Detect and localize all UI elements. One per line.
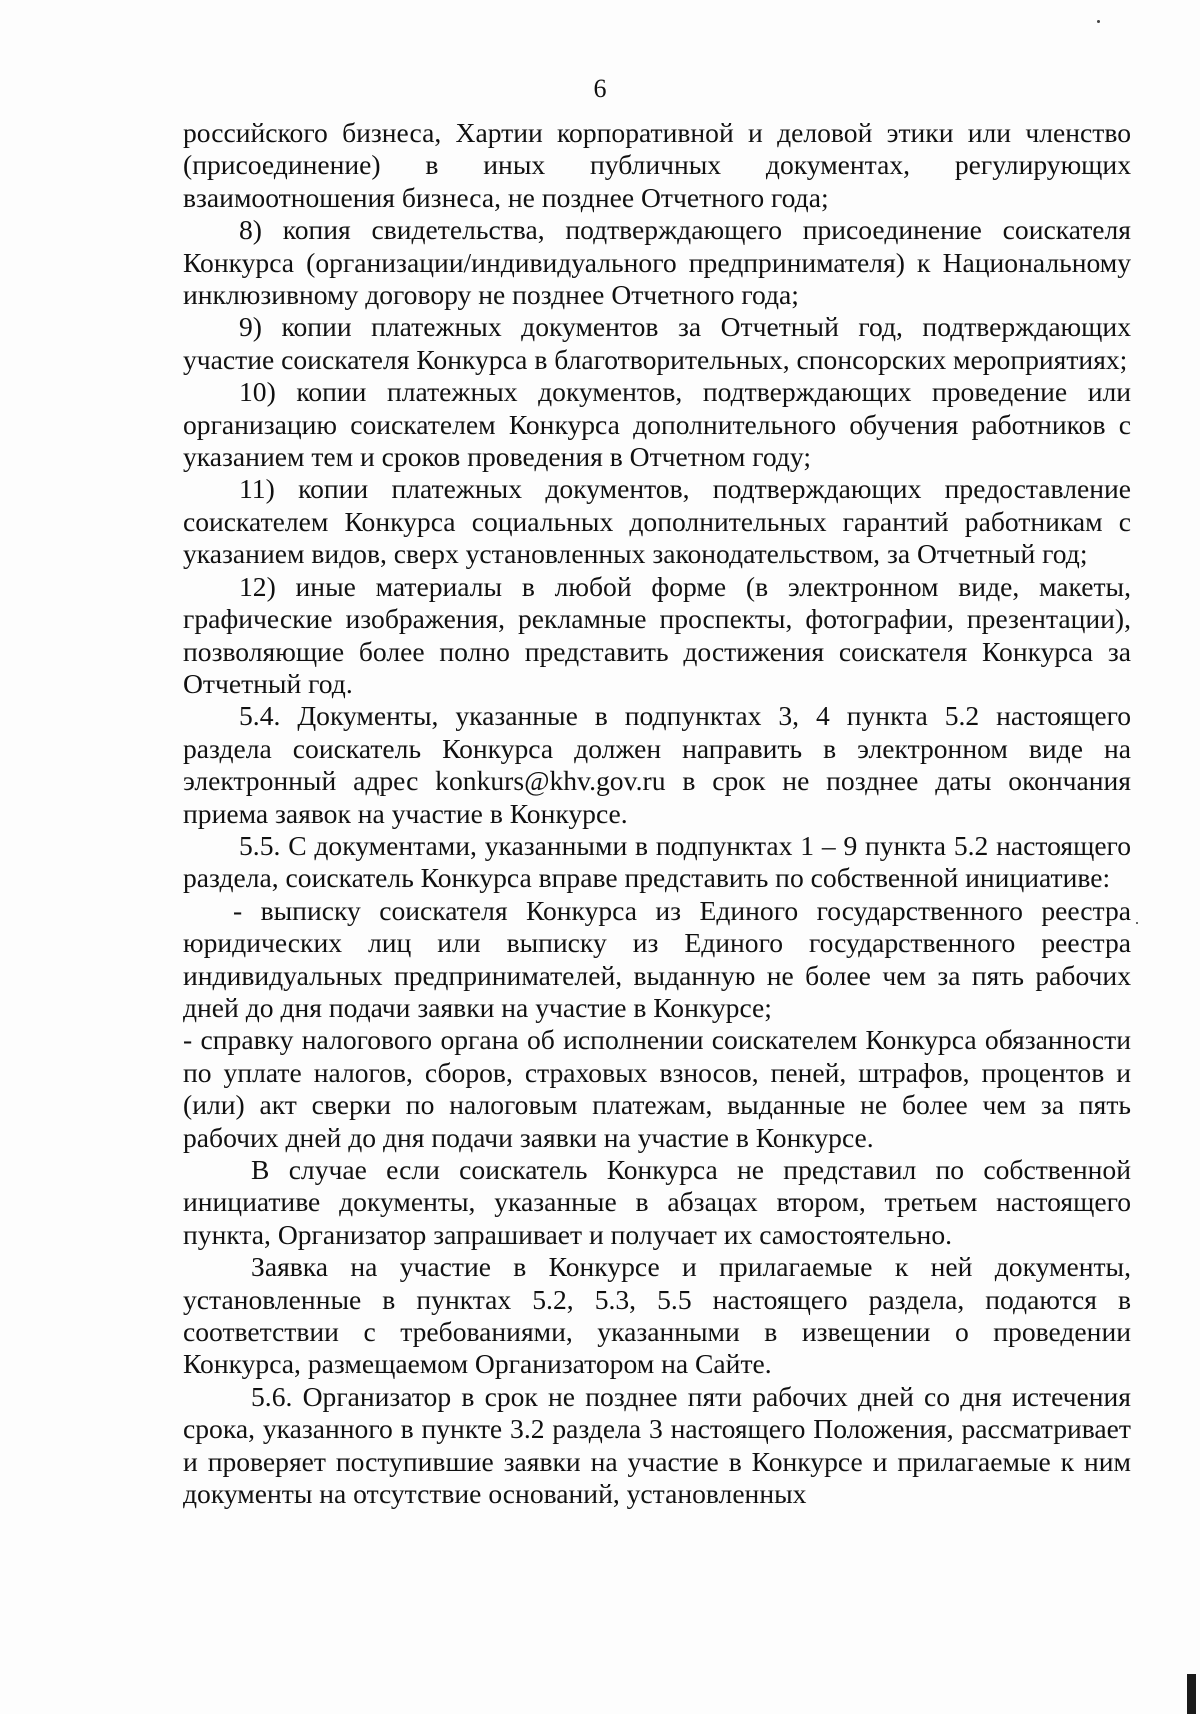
paragraph-item-10: 10) копии платежных документов, подтверждающих проведение или организацию соискателем Конкурса дополнительного обучения работников с указанием тем и сроков проведения в Отчетном году;: [183, 376, 1131, 473]
paragraph-5-6: 5.6. Организатор в срок не позднее пяти рабочих дней со дня истечения срока, указанного в пункте 3.2 раздела 3 настоящего Положения, рассматривает и проверяет поступившие заявки на участие в Конкурсе и прилагаемые к ним документы на отсутствие оснований, установленных: [183, 1380, 1131, 1510]
paragraph-item-8: 8) копия свидетельства, подтверждающего присоединение соискателя Конкурса (организации/индивидуального предпринимателя) к Национальному инклюзивному договору не позднее Отчетного года;: [183, 214, 1131, 311]
paragraph-organizer-request: В случае если соискатель Конкурса не представил по собственной инициативе документы, указанные в абзацах втором, третьем настоящего пункта, Организатор запрашивает и получает их самостоятельно.: [183, 1154, 1131, 1250]
scan-speck: [1097, 20, 1100, 23]
paragraph-item-12: 12) иные материалы в любой форме (в электронном виде, макеты, графические изображения, рекламные проспекты, фотографии, презентации), позволяющие более полно представить достижения соискателя Конкурса за Отчетный год.: [183, 570, 1131, 699]
scan-edge-mark: [1187, 1674, 1196, 1714]
list-item-tax-certificate: - справку налогового органа об исполнении соискателем Конкурса обязанности по уплате налогов, сборов, страховых взносов, пеней, штрафов, процентов и (или) акт сверки по налоговым платежам, выданные не более чем за пять рабочих дней до дня подачи заявки на участие в Конкурсе.: [183, 1024, 1131, 1153]
scan-speck: [1136, 922, 1138, 924]
document-body: [183, 117, 1131, 1510]
page-number: 6: [593, 74, 607, 103]
paragraph-continuation: российского бизнеса, Хартии корпоративной и деловой этики или членство (присоединение) в иных публичных документах, регулирующих взаимоотношения бизнеса, не позднее Отчетного года;: [183, 117, 1131, 213]
paragraph-application-submission: Заявка на участие в Конкурсе и прилагаемые к ней документы, установленные в пунктах 5.2, 5.3, 5.5 настоящего раздела, подаются в соответствии с требованиями, указанными в извещении о проведении Конкурса, размещаемом Организатором на Сайте.: [183, 1251, 1131, 1380]
paragraph-5-4: 5.4. Документы, указанные в подпунктах 3, 4 пункта 5.2 настоящего раздела соискатель Конкурса должен направить в электронном виде на электронный адрес konkurs@khv.gov.ru в срок не позднее даты окончания приема заявок на участие в Конкурсе.: [183, 700, 1131, 829]
paragraph-item-11: 11) копии платежных документов, подтверждающих предоставление соискателем Конкурса социальных дополнительных гарантий работникам с указанием видов, сверх установленных законодательством, за Отчетный год;: [183, 473, 1131, 570]
paragraph-item-9: 9) копии платежных документов за Отчетный год, подтверждающих участие соискателя Конкурса в благотворительных, спонсорских мероприятиях;: [183, 311, 1131, 375]
paragraph-5-5: 5.5. С документами, указанными в подпунктах 1 – 9 пункта 5.2 настоящего раздела, соискатель Конкурса вправе представить по собственной инициативе:: [183, 829, 1131, 894]
list-item-egrul-extract: - выписку соискателя Конкурса из Единого государственного реестра юридических лиц или выписку из Единого государственного реестра индивидуальных предпринимателей, выданную не более чем за пять рабочих дней до дня подачи заявки на участие в Конкурсе;: [183, 894, 1131, 1023]
